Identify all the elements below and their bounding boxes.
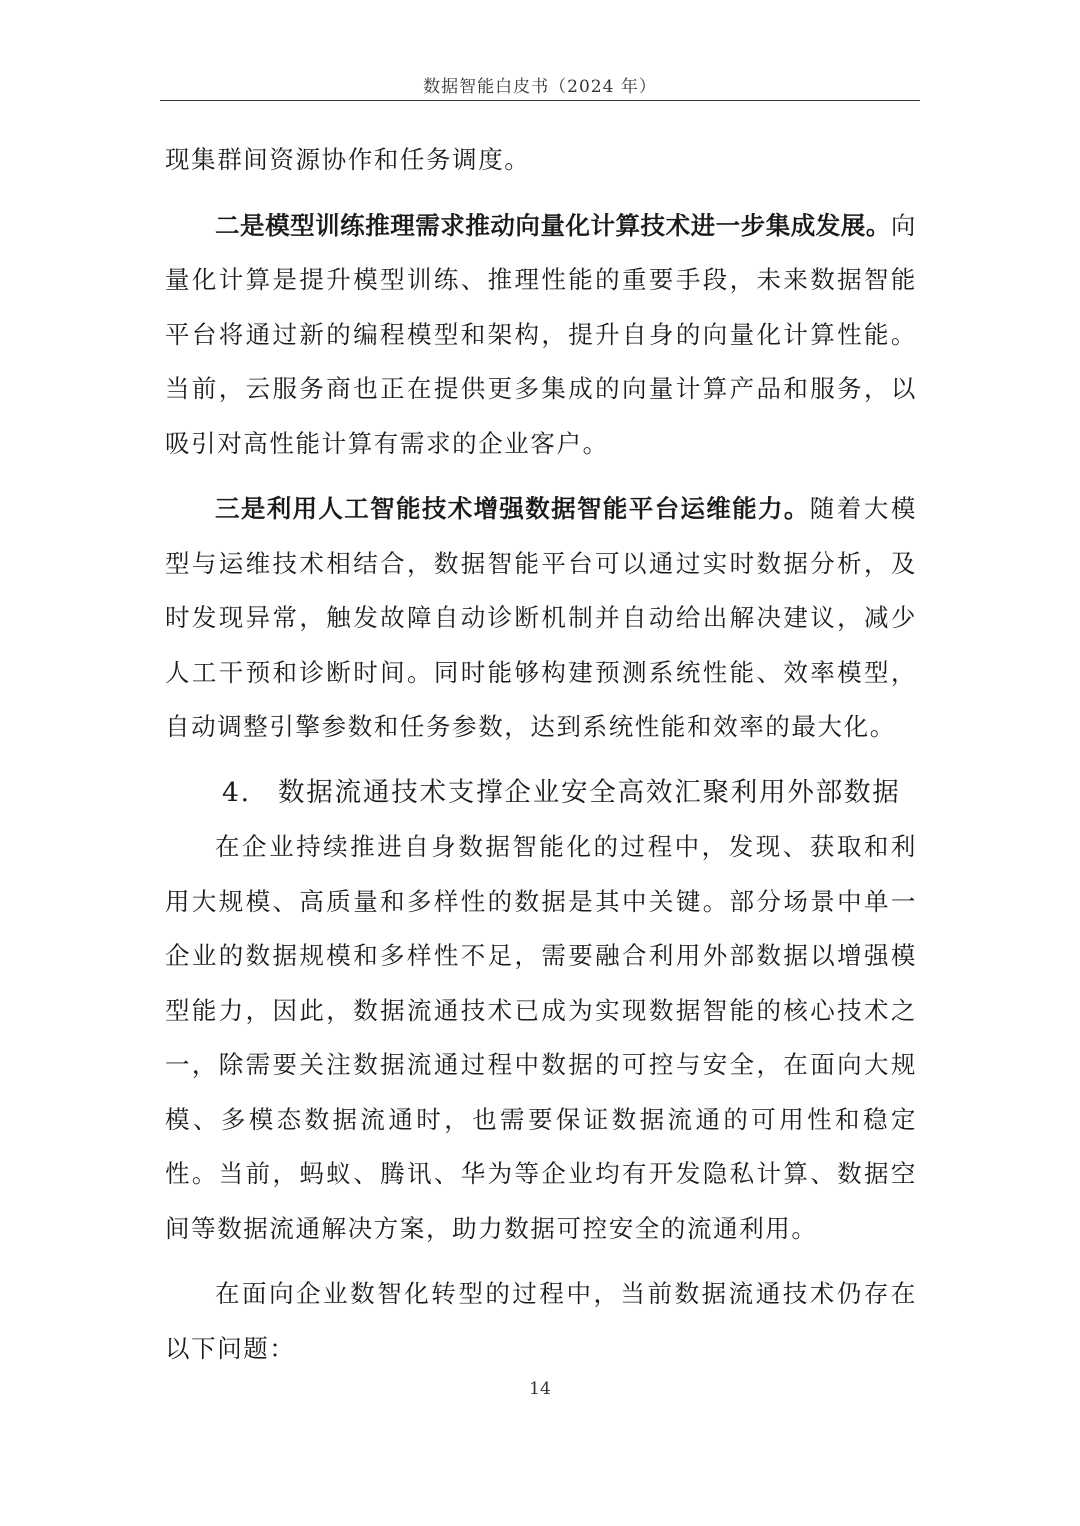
section-title: 数据流通技术支撑企业安全高效汇聚利用外部数据 (278, 776, 901, 808)
paragraph-vectorized-computing (165, 199, 917, 472)
paragraph-ai-operations (165, 482, 917, 755)
paragraph-data-circulation: 在企业持续推进自身数据智能化的过程中，发现、获取和利用大规模、高质量和多样性的数据是其中关键。部分场景中单一企业的数据规模和多样性不足，需要融合利用外部数据以增强模型能力，因此，数据流通技术已成为实现数据智能的核心技术之一，除需要关注数据流通过程中数据的可控与安全，在面向大规模、多模态数据流通时，也需要保证数据流通的可用性和稳定性。当前，蚂蚁、腾讯、华为等企业均有开发隐私计算、数据空间等数据流通解决方案，助力数据可控安全的流通利用。 (165, 832, 917, 1243)
paragraph-continuation: 现集群间资源协作和任务调度。 (165, 145, 531, 174)
body-text (165, 133, 917, 1376)
header-divider (160, 100, 920, 101)
paragraph-body: 随着大模型与运维技术相结合，数据智能平台可以通过实时数据分析，及时发现异常，触发故障自动诊断机制并自动给出解决建议，减少人工干预和诊断时间。同时能够构建预测系统性能、效率模型，自动调整引擎参数和任务参数，达到系统性能和效率的最大化。 (165, 494, 917, 741)
page-number: 14 (529, 1379, 551, 1399)
paragraph-body: 向量化计算是提升模型训练、推理性能的重要手段，未来数据智能平台将通过新的编程模型和架构，提升自身的向量化计算性能。当前，云服务商也正在提供更多集成的向量计算产品和服务，以吸引对高性能计算有需求的企业客户。 (165, 210, 917, 458)
paragraph-lead-heading: 三是利用人工智能技术增强数据智能平台运维能力。 (215, 494, 810, 523)
section-number: 4. (222, 776, 251, 808)
section-heading (165, 766, 917, 821)
paragraph-lead-heading: 二是模型训练推理需求推动向量化计算技术进一步集成发展。 (215, 210, 891, 240)
running-header: 数据智能白皮书（2024 年） (423, 77, 657, 97)
paragraph-issues-intro: 在面向企业数智化转型的过程中，当前数据流通技术仍存在以下问题： (165, 1279, 917, 1363)
